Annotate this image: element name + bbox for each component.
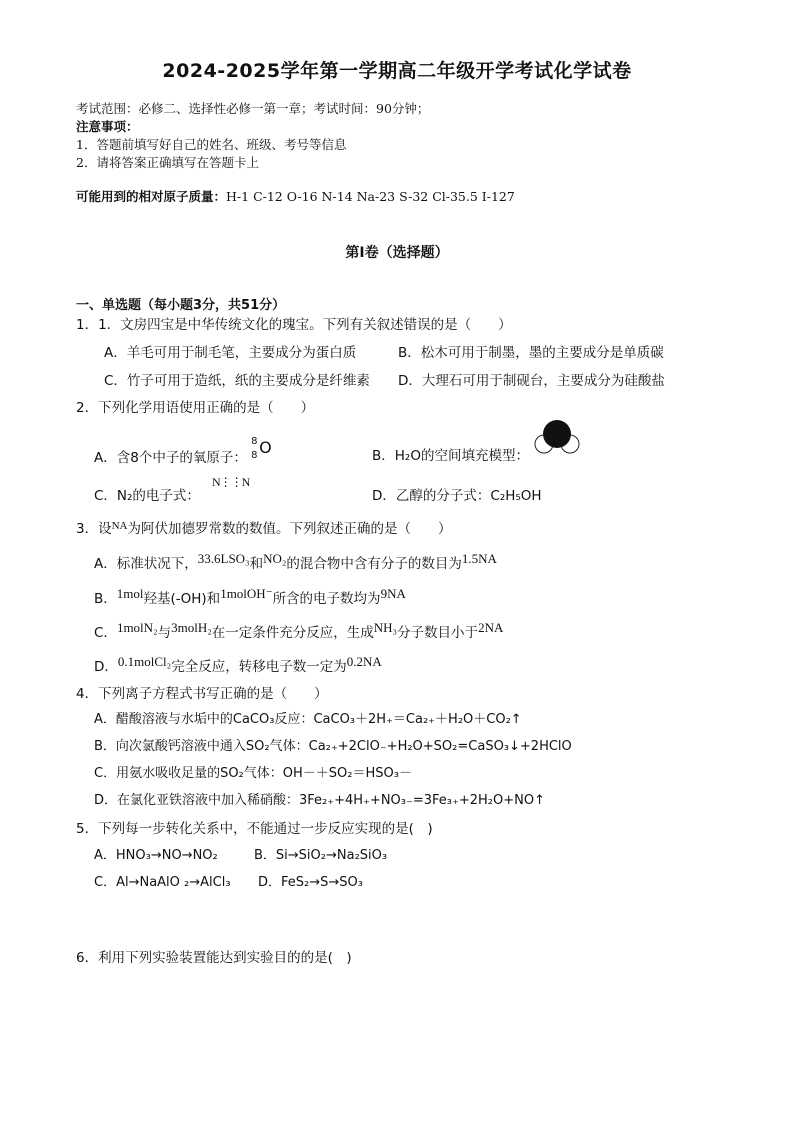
question-5-option-d: D．FeS₂→S→SO₃ xyxy=(258,875,363,890)
question-5-option-b: B．Si→SiO₂→Na₂SiO₃ xyxy=(254,848,388,863)
question-5-stem: 5．下列每一步转化关系中，不能通过一步反应实现的是( ) xyxy=(76,821,433,837)
question-1-option-d: D．大理石可用于制砚台，主要成分为硅酸盐 xyxy=(398,373,665,389)
question-2-stem: 2．下列化学用语使用正确的是（ ） xyxy=(76,400,315,416)
question-5-option-c: C．Al→NaAlO ₂→AlCl₃ xyxy=(94,875,231,890)
q3b-formula-2: 1molOH⁻ xyxy=(220,586,273,601)
q3d-formula-1: 0.1molCl₂ xyxy=(117,654,172,669)
question-5-option-a: A．HNO₃→NO→NO₂ xyxy=(94,848,218,863)
atomic-masses-line xyxy=(76,187,515,205)
question-3-stem-pre: 3．设 xyxy=(76,521,112,537)
q3a-post: 的混合物中含有分子的数目为 xyxy=(286,556,462,572)
q3b-formula-3: 9NA xyxy=(380,586,406,601)
question-4-option-c: C．用氨水吸收足量的SO₂气体：OH－＋SO₂＝HSO₃－ xyxy=(94,766,412,781)
question-2-option-c-text: C．N₂的电子式： xyxy=(94,488,200,504)
question-2-option-a xyxy=(94,436,279,468)
q3a-formula-2: NO₂ xyxy=(263,551,287,566)
question-3-option-c xyxy=(94,620,503,641)
q3c-formula-3: NH₃ xyxy=(373,620,398,635)
question-2-option-d: D．乙醇的分子式：C₂H₅OH xyxy=(372,488,542,504)
q3c-pre: C． xyxy=(94,625,117,641)
question-3-stem-post: 为阿伏加德罗常数的数值。下列叙述正确的是（ ） xyxy=(127,521,452,537)
q3b-pre: B． xyxy=(94,591,117,607)
isotope-atomic-number: 8 xyxy=(251,450,258,461)
atomic-masses-values: H-1 C-12 O-16 N-14 Na-23 S-32 Cl-35.5 I-127 xyxy=(226,189,515,204)
oxygen-isotope-notation xyxy=(251,436,279,468)
atomic-masses-label: 可能用到的相对原子质量： xyxy=(76,189,227,204)
q3c-formula-1: 1molN₂ xyxy=(116,620,158,635)
q3a-formula-1: 33.6LSO₃ xyxy=(197,551,250,566)
exam-title: 2024-2025学年第一学期高二年级开学考试化学试卷 xyxy=(162,60,632,82)
q3b-formula-1: 1mol xyxy=(116,586,144,601)
question-3-option-a xyxy=(94,551,497,572)
question-1-option-b: B．松木可用于制墨，墨的主要成分是单质碳 xyxy=(398,345,664,361)
q3b-mid: 羟基(-OH)和 xyxy=(143,591,221,607)
q3c-post-2: 分子数目小于 xyxy=(397,625,479,641)
isotope-mass-number: 8 xyxy=(251,436,258,447)
q3a-mid: 和 xyxy=(249,556,264,572)
question-1-option-a: A．羊毛可用于制毛笔，主要成分为蛋白质 xyxy=(104,345,357,361)
q3b-post: 所含的电子数均为 xyxy=(272,591,381,607)
q3d-post: 完全反应，转移电子数一定为 xyxy=(171,659,347,675)
question-2-option-a-text: A．含8个中子的氧原子： xyxy=(94,450,247,466)
part-title: 一、单选题（每小题3分，共51分） xyxy=(76,298,286,313)
question-1-option-c: C．竹子可用于造纸，纸的主要成分是纤维素 xyxy=(104,373,370,389)
notice-title: 注意事项： xyxy=(76,119,139,134)
q3d-pre: D． xyxy=(94,659,118,675)
question-6-stem: 6．利用下列实验装置能达到实验目的的是( ) xyxy=(76,950,352,966)
isotope-symbol: O xyxy=(259,438,272,457)
question-4-option-b: B．向次氯酸钙溶液中通入SO₂气体：Ca₂₊+2ClO₋+H₂O+SO₂=CaSO₃↓+2HClO xyxy=(94,739,572,754)
q3a-formula-3: 1.5NA xyxy=(461,551,497,566)
question-3-option-d xyxy=(94,654,382,675)
question-2-option-b xyxy=(372,444,529,464)
q3d-formula-2: 0.2NA xyxy=(346,654,382,669)
n2-electron-formula: N⋮⋮N xyxy=(212,475,250,489)
water-space-filling-model-icon xyxy=(532,418,582,458)
q3c-formula-2: 3molH₂ xyxy=(171,620,212,635)
avogadro-symbol: NA xyxy=(111,520,128,532)
question-1-stem: 1．1．文房四宝是中华传统文化的瑰宝。下列有关叙述错误的是（ ） xyxy=(76,317,512,333)
notice-item-1: 1．答题前填写好自己的姓名、班级、考号等信息 xyxy=(76,137,347,152)
section-title: 第Ⅰ卷（选择题） xyxy=(345,245,449,261)
question-2-option-b-text: B．H₂O的空间填充模型： xyxy=(372,448,529,464)
question-4-option-d: D．在氯化亚铁溶液中加入稀硝酸：3Fe₂₊+4H₊+NO₃₋=3Fe₃₊+2H₂O+NO↑ xyxy=(94,793,545,808)
question-4-option-a: A．醋酸溶液与水垢中的CaCO₃反应：CaCO₃＋2H₊＝Ca₂₊＋H₂O＋CO₂↑ xyxy=(94,712,522,727)
q3c-formula-4: 2NA xyxy=(478,620,504,635)
exam-scope: 考试范围：必修二、选择性必修一第一章；考试时间：90分钟； xyxy=(76,101,430,116)
question-3-stem xyxy=(76,517,451,537)
q3c-mid: 与 xyxy=(157,625,172,641)
q3a-pre: A．标准状况下， xyxy=(94,556,198,572)
question-2-option-c xyxy=(94,484,200,504)
question-4-stem: 4．下列离子方程式书写正确的是（ ） xyxy=(76,686,328,702)
notice-item-2: 2．请将答案正确填写在答题卡上 xyxy=(76,155,259,170)
question-3-option-b xyxy=(94,586,406,607)
q3c-post: 在一定条件充分反应，生成 xyxy=(211,625,374,641)
